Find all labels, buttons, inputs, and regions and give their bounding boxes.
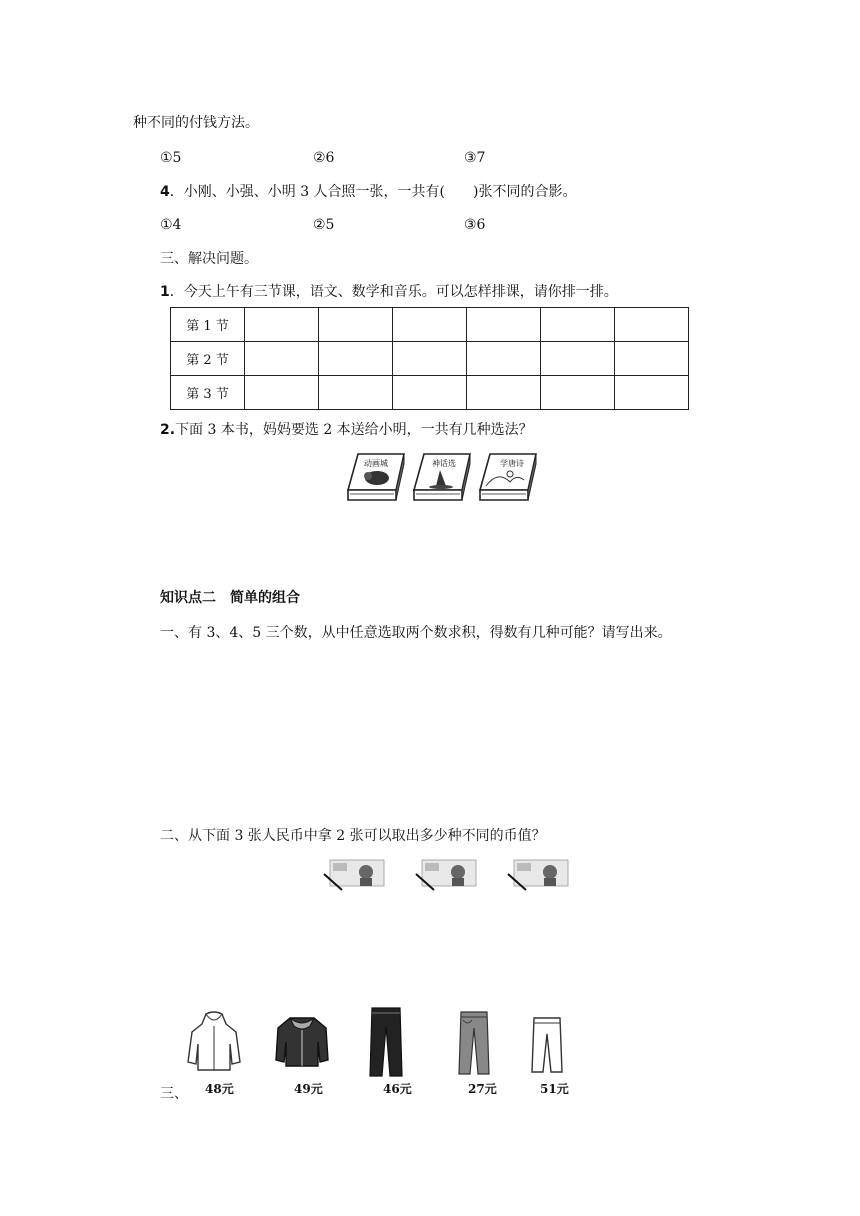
price-label: 49元 bbox=[294, 1082, 323, 1096]
book-title: 动画城 bbox=[364, 459, 388, 468]
blank-cell[interactable] bbox=[319, 342, 393, 376]
banknote-icon bbox=[322, 858, 386, 892]
blank-cell[interactable] bbox=[319, 308, 393, 342]
table-row bbox=[171, 308, 689, 342]
row-label: 第 2 节 bbox=[171, 342, 245, 376]
jeans-icon bbox=[456, 1010, 492, 1076]
blank-cell[interactable] bbox=[245, 376, 319, 410]
question-4-text: ．小刚、小强、小明 3 人合照一张，一共有( )张不同的合影。 bbox=[169, 184, 577, 200]
price-label: 51元 bbox=[540, 1082, 569, 1096]
blank-cell[interactable] bbox=[541, 308, 615, 342]
kp2-question-1: 一、有 3、4、5 三个数，从中任意选取两个数求积，得数有几种可能？请写出来。 bbox=[160, 625, 672, 641]
blank-cell[interactable] bbox=[615, 376, 689, 410]
banknote-icon bbox=[506, 858, 570, 892]
q3-option-1: ①5 bbox=[160, 150, 182, 166]
blank-cell[interactable] bbox=[393, 308, 467, 342]
blank-cell[interactable] bbox=[245, 308, 319, 342]
q3-option-2: ②6 bbox=[313, 150, 335, 166]
book-icon bbox=[476, 450, 542, 508]
problem-1-number: 1 bbox=[160, 284, 170, 300]
row-label: 第 3 节 bbox=[171, 376, 245, 410]
blank-cell[interactable] bbox=[393, 376, 467, 410]
price-label: 27元 bbox=[468, 1082, 497, 1096]
book-title: 学唐诗 bbox=[500, 459, 524, 468]
row-label: 第 1 节 bbox=[171, 308, 245, 342]
section-3-title: 三、解决问题。 bbox=[160, 251, 258, 267]
price-label: 48元 bbox=[205, 1082, 234, 1096]
q3-option-3: ③7 bbox=[464, 150, 486, 166]
blank-cell[interactable] bbox=[467, 308, 541, 342]
white-shorts-icon bbox=[530, 1016, 564, 1074]
hooded-jacket-icon bbox=[186, 1010, 242, 1074]
price-label: 46元 bbox=[383, 1082, 412, 1096]
kp2-question-2: 二、从下面 3 张人民币中拿 2 张可以取出多少种不同的币值？ bbox=[160, 828, 546, 844]
question-4-number: 4 bbox=[160, 184, 170, 200]
blank-cell[interactable] bbox=[467, 342, 541, 376]
blank-cell[interactable] bbox=[541, 376, 615, 410]
blank-cell[interactable] bbox=[319, 376, 393, 410]
banknote-icon bbox=[414, 858, 478, 892]
table-row bbox=[171, 342, 689, 376]
q4-option-2: ②5 bbox=[313, 217, 335, 233]
blank-cell[interactable] bbox=[541, 342, 615, 376]
fur-collar-jacket-icon bbox=[274, 1012, 330, 1068]
problem-2 bbox=[160, 421, 533, 439]
table-row bbox=[171, 376, 689, 410]
q4-option-1: ①4 bbox=[160, 217, 182, 233]
q4-option-3: ③6 bbox=[464, 217, 486, 233]
blank-cell[interactable] bbox=[615, 308, 689, 342]
problem-2-number: 2. bbox=[160, 422, 176, 438]
top-line: 种不同的付钱方法。 bbox=[133, 115, 259, 131]
blank-cell[interactable] bbox=[615, 342, 689, 376]
knowledge-point-2-title: 知识点二 简单的组合 bbox=[160, 590, 300, 606]
blank-cell[interactable] bbox=[245, 342, 319, 376]
problem-1 bbox=[160, 283, 618, 301]
blank-cell[interactable] bbox=[393, 342, 467, 376]
book-title: 神话选 bbox=[432, 459, 456, 468]
question-4 bbox=[160, 183, 576, 201]
dark-trousers-icon bbox=[366, 1006, 406, 1078]
kp2-question-3-label: 三、 bbox=[160, 1086, 188, 1102]
problem-1-text: ．今天上午有三节课，语文、数学和音乐。可以怎样排课，请你排一排。 bbox=[169, 284, 618, 300]
problem-2-text: 下面 3 本书，妈妈要选 2 本送给小明，一共有几种选法？ bbox=[175, 422, 533, 438]
book-icon bbox=[344, 450, 410, 508]
schedule-table bbox=[170, 307, 689, 410]
book-icon bbox=[410, 450, 476, 508]
blank-cell[interactable] bbox=[467, 376, 541, 410]
